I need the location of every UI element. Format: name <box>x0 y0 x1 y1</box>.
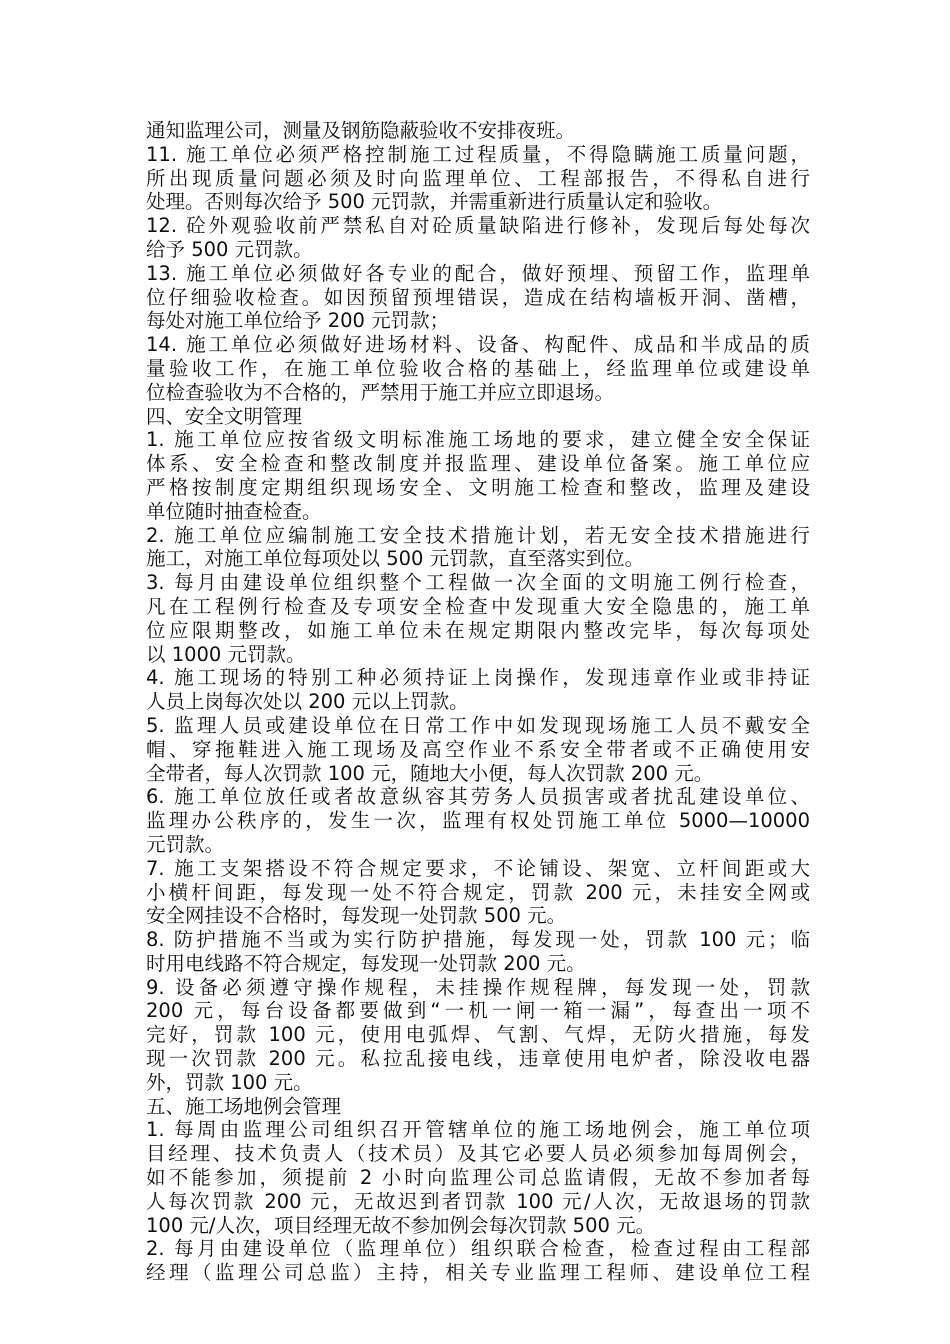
text-line: 7. 施工支架搭设不符合规定要求，不论铺设、架宽、立杆间距或大 <box>146 856 810 880</box>
text-line: 通知监理公司，测量及钢筋隐蔽验收不安排夜班。 <box>146 119 576 142</box>
text-line: 所出现质量问题必须及时向监理单位、工程部报告，不得私自进行 <box>146 166 810 190</box>
text-line: 人员上岗每次处以 200 元以上罚款。 <box>146 690 469 714</box>
text-line: 以 1000 元罚款。 <box>146 642 306 666</box>
text-line: 每处对施工单位给予 200 元罚款； <box>146 309 450 333</box>
text-line: 单位随时抽查检查。 <box>146 499 322 523</box>
text-line: 位应限期整改，如施工单位未在规定期限内整改完毕，每次每项处 <box>146 618 810 642</box>
text-line: 时用电线路不符合规定，每发现一处罚款 200 元。 <box>146 951 586 975</box>
text-line: 100 元/人次，项目经理无故不参加例会每次罚款 500 元。 <box>146 1213 656 1237</box>
text-line: 安全网挂设不合格时，每发现一处罚款 500 元。 <box>146 904 567 928</box>
text-line: 目经理、技术负责人（技术员）及其它必要人员必须参加每周例会， <box>146 1142 810 1166</box>
text-line: 人每次罚款 200 元，无故迟到者罚款 100 元/人次，无故退场的罚款 <box>146 1189 810 1213</box>
text-line: 2. 施工单位应编制施工安全技术措施计划，若无安全技术措施进行 <box>146 523 810 547</box>
text-line: 凡在工程例行检查及专项安全检查中发现重大安全隐患的，施工单 <box>146 594 810 618</box>
text-line: 1. 施工单位应按省级文明标准施工场地的要求，建立健全安全保证 <box>146 428 810 452</box>
text-line: 给予 500 元罚款。 <box>146 237 313 261</box>
text-line: 量验收工作，在施工单位验收合格的基础上，经监理单位或建设单 <box>146 356 810 380</box>
text-line: 施工，对施工单位每项处以 500 元罚款，直至落实到位。 <box>146 547 645 571</box>
text-line: 14. 施工单位必须做好进场材料、设备、构配件、成品和半成品的质 <box>146 333 810 357</box>
text-line: 8. 防护措施不当或为实行防护措施，每发现一处，罚款 100 元；临 <box>146 928 810 952</box>
text-line: 四、安全文明管理 <box>146 404 303 428</box>
text-line: 经理（监理公司总监）主持，相关专业监理工程师、建设单位工程 <box>146 1261 810 1285</box>
text-line: 200 元，每台设备都要做到“一机一闸一箱一漏”，每查出一项不 <box>146 999 810 1023</box>
text-line: 位检查验收为不合格的，严禁用于施工并应立即退场。 <box>146 380 615 404</box>
text-line: 5. 监理人员或建设单位在日常工作中如发现现场施工人员不戴安全 <box>146 713 810 737</box>
text-line: 严格按制度定期组织现场安全、文明施工检查和整改，监理及建设 <box>146 475 810 499</box>
document-body <box>146 119 810 1285</box>
text-line: 11. 施工单位必须严格控制施工过程质量，不得隐瞒施工质量问题， <box>146 142 810 166</box>
text-line: 体系、安全检查和整改制度并报监理、建设单位备案。施工单位应 <box>146 452 810 476</box>
text-line: 2. 每月由建设单位（监理单位）组织联合检查，检查过程由工程部 <box>146 1237 810 1261</box>
text-line: 12. 砼外观验收前严禁私自对砼质量缺陷进行修补，发现后每处每次 <box>146 214 810 238</box>
text-line: 位仔细验收检查。如因预留预埋错误，造成在结构墙板开洞、凿槽， <box>146 285 810 309</box>
text-line: 4. 施工现场的特别工种必须持证上岗操作，发现违章作业或非持证 <box>146 666 810 690</box>
text-line: 6. 施工单位放任或者故意纵容其劳务人员损害或者扰乱建设单位、 <box>146 785 810 809</box>
text-line: 9. 设备必须遵守操作规程，未挂操作规程牌，每发现一处，罚款 <box>146 975 810 999</box>
text-line: 1. 每周由监理公司组织召开管辖单位的施工场地例会，施工单位项 <box>146 1118 810 1142</box>
text-line: 3. 每月由建设单位组织整个工程做一次全面的文明施工例行检查， <box>146 571 810 595</box>
text-line: 外，罚款 100 元。 <box>146 1070 313 1094</box>
text-line: 帽、穿拖鞋进入施工现场及高空作业不系安全带者或不正确使用安 <box>146 737 810 761</box>
text-line: 13. 施工单位必须做好各专业的配合，做好预埋、预留工作，监理单 <box>146 261 810 285</box>
text-line: 全带者，每人次罚款 100 元，随地大小便，每人次罚款 200 元。 <box>146 761 714 785</box>
text-line: 监理办公秩序的，发生一次，监理有权处罚施工单位 5000—10000 <box>146 809 810 833</box>
text-line: 元罚款。 <box>146 832 225 856</box>
text-line: 现一次罚款 200 元。私拉乱接电线，违章使用电炉者，除没收电器 <box>146 1047 810 1071</box>
text-line: 完好，罚款 100 元，使用电弧焊、气割、气焊，无防火措施，每发 <box>146 1023 810 1047</box>
text-line: 五、施工场地例会管理 <box>146 1094 342 1118</box>
text-line: 小横杆间距，每发现一处不符合规定，罚款 200 元，未挂安全网或 <box>146 880 810 904</box>
text-line: 如不能参加，须提前 2 小时向监理公司总监请假，无故不参加者每 <box>146 1166 810 1190</box>
text-line: 处理。否则每次给予 500 元罚款，并需重新进行质量认定和验收。 <box>146 190 723 214</box>
